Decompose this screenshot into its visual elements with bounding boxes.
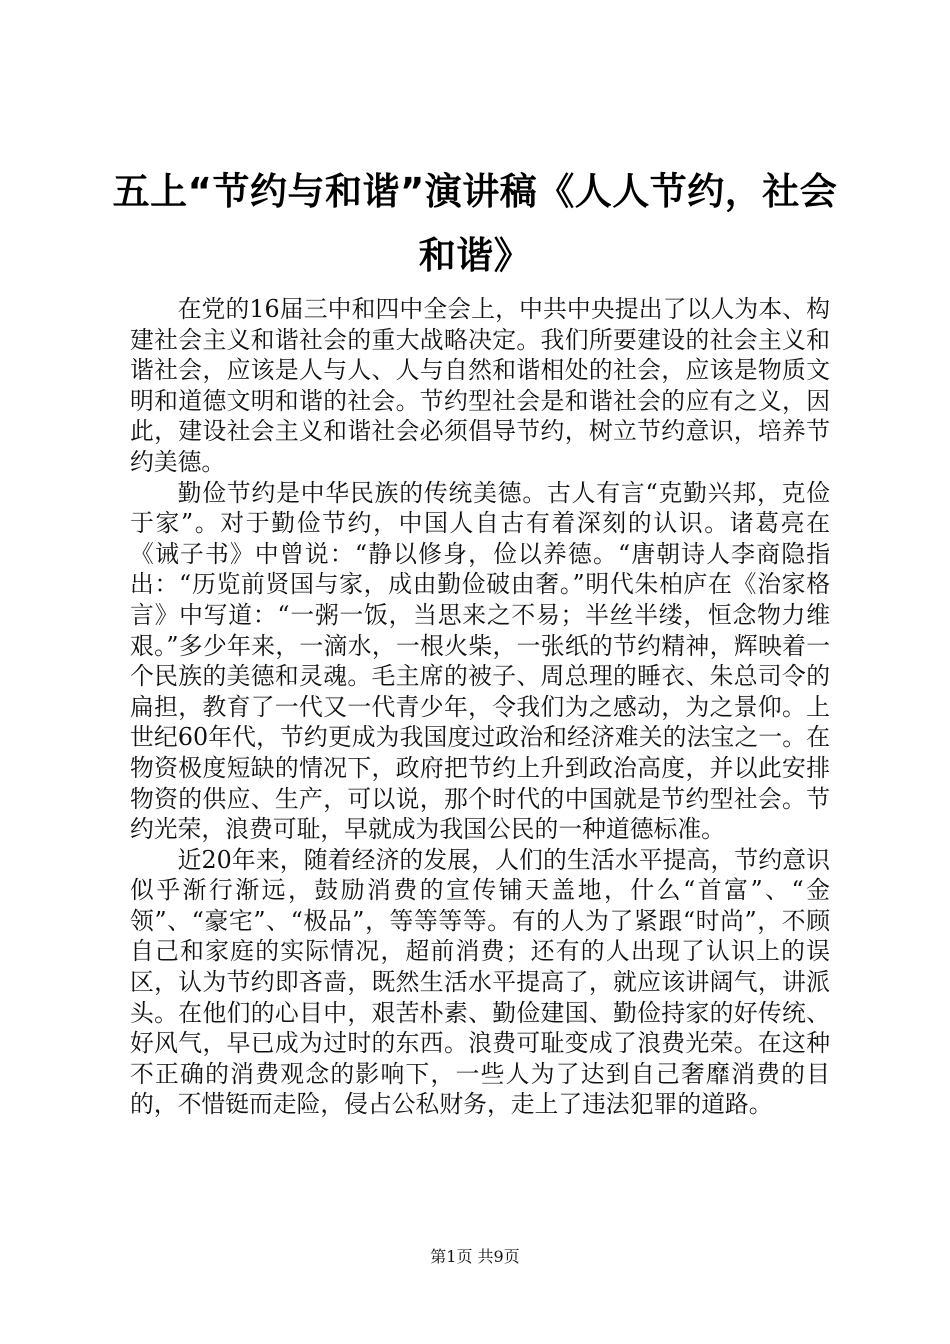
document-title: 五上“节约与和谐”演讲稿《人人节约，社会和谐》 — [112, 170, 838, 277]
paragraph-2: 勤俭节约是中华民族的传统美德。古人有言“克勤兴邦，克俭于家”。对于勤俭节约，中国人自古有着深刻的认识。诸葛亮在《诫子书》中曾说：“静以修身，俭以养德。“唐朝诗人李商隐指出：“历览前贤国与家，成由勤俭破由奢。”明代朱柏庐在《治家格言》中写道：“一粥一饭，当思来之不易；半丝半缕，恒念物力维艰。”多少年来，一滴水，一根火柴，一张纸的节约精神，辉映着一个民族的美德和灵魂。毛主席的被子、周总理的睡衣、朱总司令的扁担，教育了一代又一代青少年，令我们为之感动，为之景仰。上世纪60年代，节约更成为我国度过政治和经济难关的法宝之一。在物资极度短缺的情况下，政府把节约上升到政治高度，并以此安排物资的供应、生产，可以说，那个时代的中国就是节约型社会。节约光荣，浪费可耻，早就成为我国公民的一种道德标准。 — [130, 478, 830, 844]
paragraph-1: 在党的16届三中和四中全会上，中共中央提出了以人为本、构建社会主义和谐社会的重大战略决定。我们所要建设的社会主义和谐社会，应该是人与人、人与自然和谐相处的社会，应该是物质文明和道德文明和谐的社会。节约型社会是和谐社会的应有之义，因此，建设社会主义和谐社会必须倡导节约，树立节约意识，培养节约美德。 — [130, 295, 830, 476]
page-number-footer: 第1页 共9页 — [430, 1247, 520, 1266]
paragraph-3: 近20年来，随着经济的发展，人们的生活水平提高，节约意识似乎渐行渐远，鼓励消费的宣传铺天盖地，什么“首富”、“金领”、“豪宅”、“极品”，等等等等。有的人为了紧跟“时尚”，不顾自己和家庭的实际情况，超前消费；还有的人出现了认识上的误区，认为节约即吝啬，既然生活水平提高了，就应该讲阔气，讲派头。在他们的心目中，艰苦朴素、勤俭建国、勤俭持家的好传统、好风气，早已成为过时的东西。浪费可耻变成了浪费光荣。在这种不正确的消费观念的影响下，一些人为了达到自己奢靡消费的目的，不惜铤而走险，侵占公私财务，走上了违法犯罪的道路。 — [130, 845, 830, 1119]
document-body — [130, 294, 830, 1120]
